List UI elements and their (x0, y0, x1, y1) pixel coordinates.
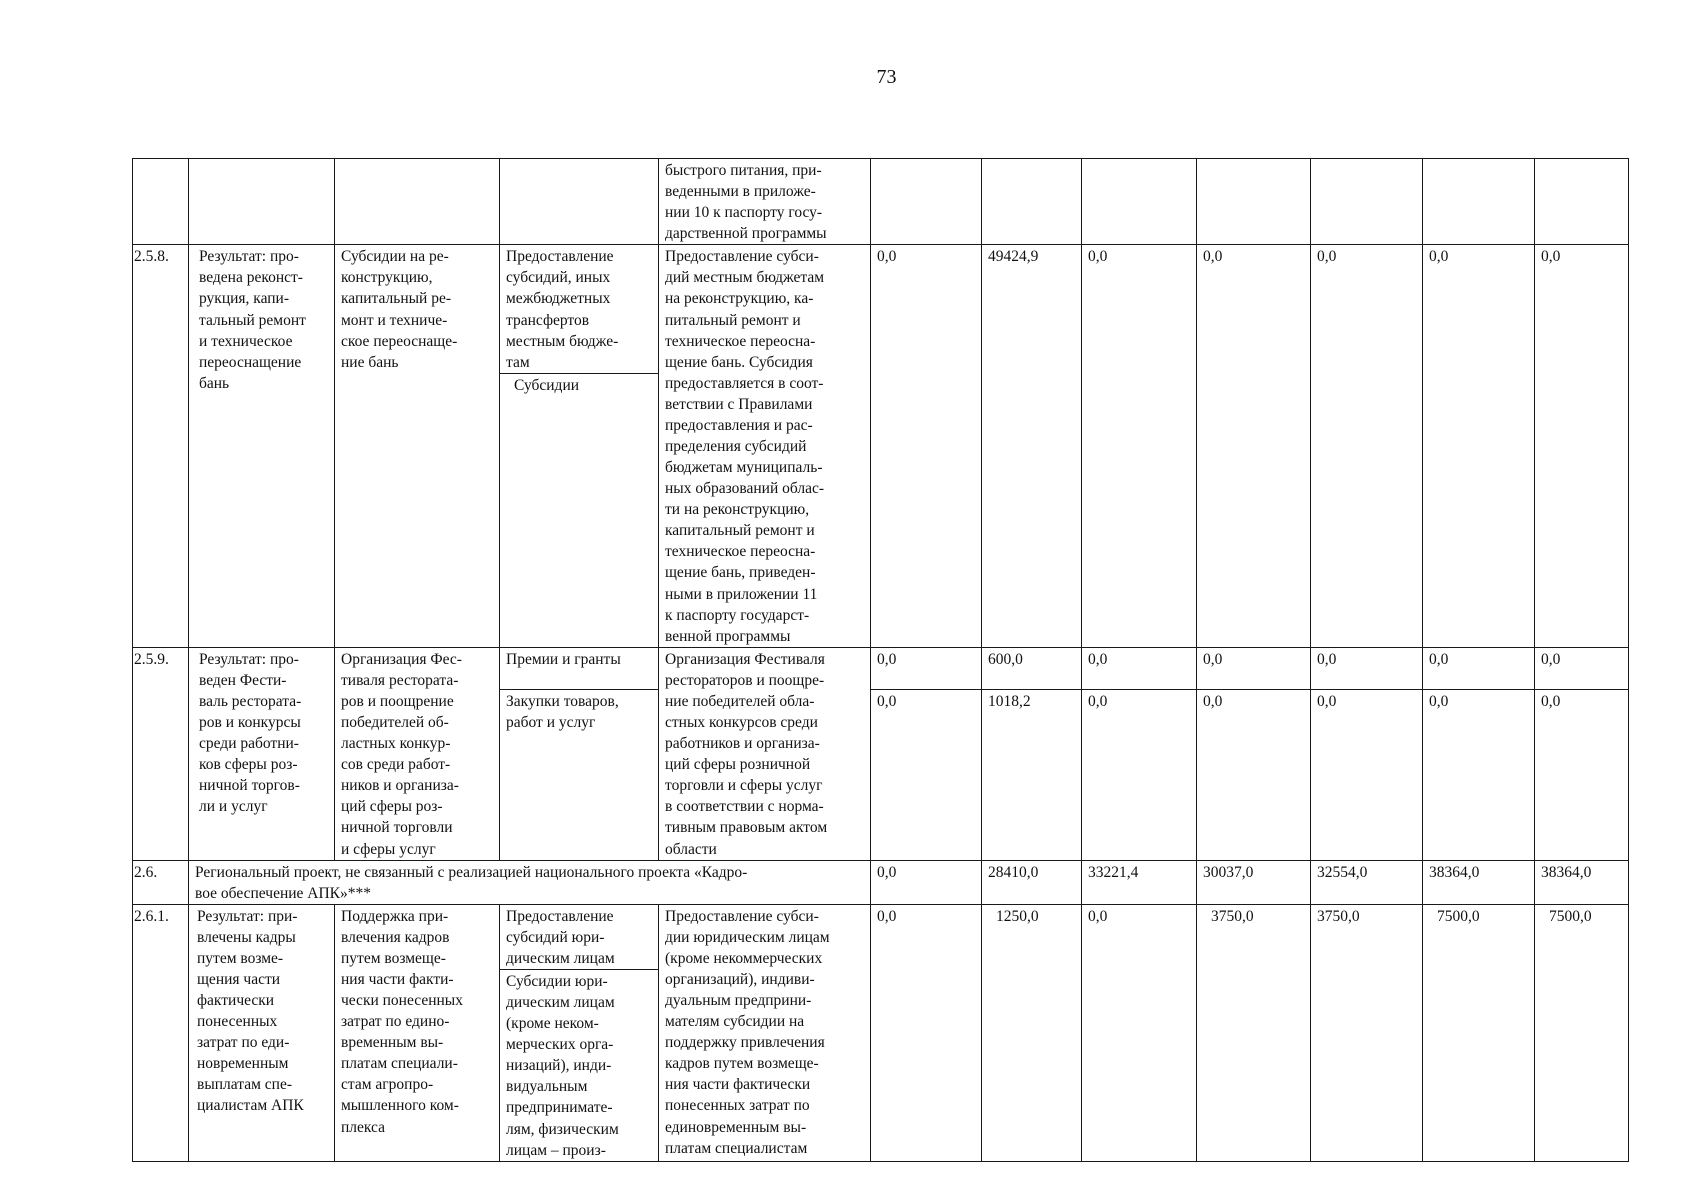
measure-cell (335, 159, 500, 245)
value-cell: 0,0 (1311, 690, 1423, 860)
code-cell: 2.6. (133, 860, 189, 904)
value-cell: 1018,2 (982, 690, 1082, 860)
value-cell: 30037,0 (1197, 860, 1311, 904)
value-cell: 7500,0 (1423, 904, 1535, 1161)
result-cell: Результат: про- веден Фести- валь рестората- ров и конкурсы среди работни- ков сферы роз- ничной торгов- ли и услуг (189, 647, 335, 860)
description-cell: Организация Фестиваля рестораторов и поощре- ние победителей обла- стных конкурсов среди работников и организа- ций сферы розничной торговли и сферы услуг в соответствии с норма- тивным правовым актом области (659, 647, 871, 860)
value-cell: 0,0 (871, 904, 982, 1161)
value-cell: 1250,0 (982, 904, 1082, 1161)
value-cell: 0,0 (871, 647, 982, 690)
result-cell: Результат: про- ведена реконст- рукция, капи- тальный ремонт и техническое переоснащение бань (189, 245, 335, 647)
value-cell: 0,0 (871, 690, 982, 860)
table-row (133, 245, 1629, 374)
code-cell: 2.5.8. (133, 245, 189, 647)
table-row (133, 647, 1629, 690)
value-cell: 0,0 (1535, 647, 1629, 690)
expense-type-cell: Субсидии юри- дическим лицам (кроме неком- мерческих орга- низаций), инди- видуальным предпринимате- лям, физическим лицам – произ- (500, 969, 659, 1161)
page-number: 73 (876, 66, 897, 88)
table-row (133, 860, 1629, 904)
code-cell (133, 159, 189, 245)
table-row (133, 904, 1629, 969)
value-cell: 0,0 (1082, 647, 1197, 690)
value-cell: 32554,0 (1311, 860, 1423, 904)
description-cell: быстрого питания, при- веденными в приложе- нии 10 к паспорту госу- дарственной программы (659, 159, 871, 245)
value-cell: 7500,0 (1535, 904, 1629, 1161)
expense-type-cell: Предоставление субсидий юри- дическим лицам (500, 904, 659, 969)
value-cell: 0,0 (1311, 245, 1423, 647)
value-cell: 600,0 (982, 647, 1082, 690)
expense-type-cell: Предоставление субсидий, иных межбюджетных трансфертов местным бюдже- там (500, 245, 659, 374)
value-cell: 0,0 (1535, 245, 1629, 647)
measure-cell: Организация Фес- тиваля рестората- ров и поощрение победителей об- ластных конкур- сов среди работ- ников и организа- ций сферы роз- ничной торговли и сферы услуг (335, 647, 500, 860)
value-cell: 0,0 (1197, 690, 1311, 860)
code-cell: 2.6.1. (133, 904, 189, 1161)
measure-cell: Субсидии на ре- конструкцию, капитальный ре- монт и техниче- ское переоснаще- ние бань (335, 245, 500, 647)
value-cell: 38364,0 (1423, 860, 1535, 904)
value-cell: 0,0 (871, 860, 982, 904)
value-cell: 28410,0 (982, 860, 1082, 904)
value-cell: 0,0 (1423, 245, 1535, 647)
measure-cell: Поддержка при- влечения кадров путем возмеще- ния части факти- чески понесенных затрат по едино- временным вы- платам специали- стам агропро- мышленного ком- плекса (335, 904, 500, 1161)
value-cell: 0,0 (1423, 647, 1535, 690)
value-cell: 38364,0 (1535, 860, 1629, 904)
expense-type-cell: Премии и гранты (500, 647, 659, 690)
value-cell: 3750,0 (1311, 904, 1423, 1161)
value-cell: 0,0 (1197, 647, 1311, 690)
expense-type-cell: Субсидии (500, 374, 659, 647)
expense-type-cell (500, 159, 659, 245)
result-cell: Результат: при- влечены кадры путем возме- щения части фактически понесенных затрат по еди- новременным выплатам спе- циалистам АПК (189, 904, 335, 1161)
budget-table (132, 158, 1629, 1162)
value-cell: 0,0 (1423, 690, 1535, 860)
value-cell: 0,0 (1082, 245, 1197, 647)
result-cell (189, 159, 335, 245)
code-cell: 2.5.9. (133, 647, 189, 860)
value-cell: 0,0 (1311, 647, 1423, 690)
table-row (133, 159, 1629, 245)
value-cell: 33221,4 (1082, 860, 1197, 904)
value-cell: 0,0 (871, 245, 982, 647)
value-cell: 49424,9 (982, 245, 1082, 647)
value-cell: 0,0 (1197, 245, 1311, 647)
description-cell: Предоставление субси- дий местным бюджетам на реконструкцию, ка- питальный ремонт и техническое переосна- щение бань. Субсидия предоставляется в соот- ветствии с Правилами предоставления и рас- пределения субсидий бюджетам муниципаль- ных образований облас- ти на реконструкцию, капитальный ремонт и техническое переосна- щение бань, приведен- ными в приложении 11 к паспорту государст- венной программы (659, 245, 871, 647)
expense-type-cell: Закупки товаров, работ и услуг (500, 690, 659, 860)
project-title-cell: Региональный проект, не связанный с реализацией национального проекта «Кадро- вое обеспечение АПК»*** (189, 860, 871, 904)
value-cell: 0,0 (1082, 904, 1197, 1161)
value-cell: 0,0 (1535, 690, 1629, 860)
description-cell: Предоставление субси- дии юридическим лицам (кроме некоммерческих организаций), индиви- дуальным предприни- мателям субсидии на поддержку привлечения кадров путем возмеще- ния части фактически понесенных затрат по единовременным вы- платам специалистам (659, 904, 871, 1161)
value-cell: 3750,0 (1197, 904, 1311, 1161)
value-cell: 0,0 (1082, 690, 1197, 860)
